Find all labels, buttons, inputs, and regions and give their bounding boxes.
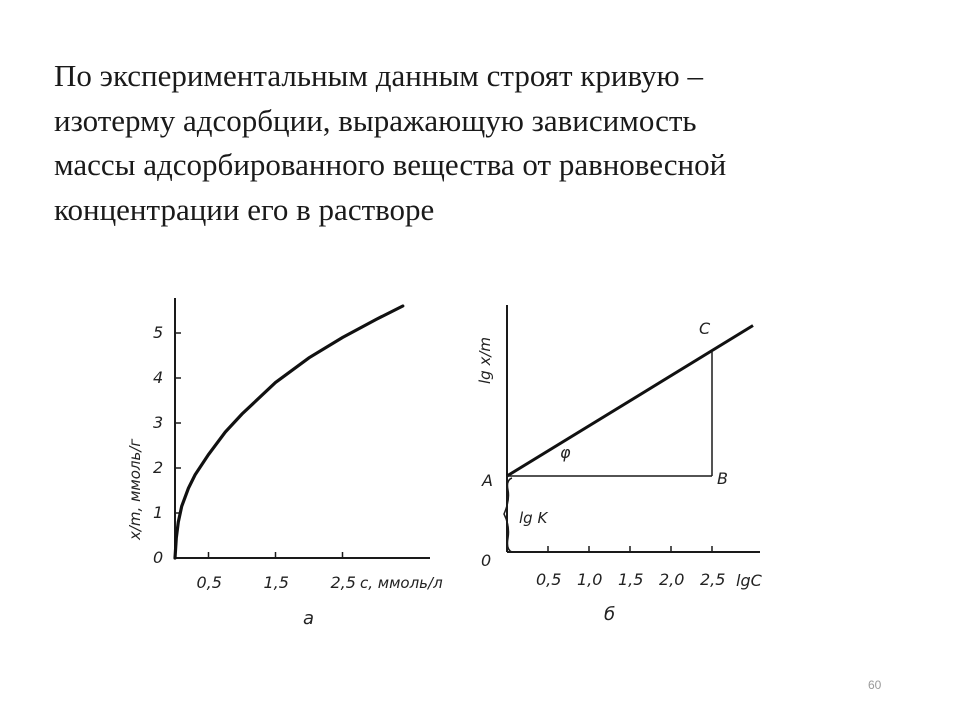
- panel-a-label: а: [303, 608, 315, 629]
- figure: [0, 280, 960, 640]
- panel-b-xtick-label: 2,5: [700, 570, 726, 589]
- angle-phi-label: φ: [560, 443, 571, 462]
- text-line-3: массы адсорбированного вещества от равновесной: [54, 147, 727, 182]
- panel-a-ytick-label: 2: [153, 458, 164, 477]
- point-A-label: A: [482, 471, 493, 490]
- panel-a-ytick-label: 4: [153, 368, 164, 387]
- panel-a-ytick-label: 5: [153, 323, 164, 342]
- panel-b-xlabel: lgC: [736, 571, 762, 590]
- text-line-2: изотерму адсорбции, выражающую зависимость: [54, 102, 697, 138]
- intercept-label: lg K: [519, 509, 548, 527]
- panel-a-xlabel: c, ммоль/л: [360, 574, 443, 592]
- panel-a-ytick-label: 3: [153, 413, 164, 432]
- panel-a-xtick-label: 2,5: [330, 573, 356, 592]
- panel-b-ylabel: lg x/m: [476, 337, 494, 384]
- panel-b-label: б: [604, 604, 616, 625]
- point-B-label: B: [717, 469, 728, 488]
- text-line-1: По экспериментальным данным строят кривую –: [54, 58, 703, 93]
- panel-a-adsorption-isotherm: [126, 298, 443, 629]
- panel-b-xtick-label: 0,5: [536, 570, 562, 589]
- point-C-label: C: [699, 319, 711, 338]
- isotherm-curve: [175, 306, 403, 558]
- slide-number: 60: [868, 678, 882, 692]
- panel-b-xtick-label: 1,0: [577, 570, 603, 589]
- panel-a-ytick-label: 1: [153, 503, 164, 522]
- text-line-4: концентрации его в растворе: [54, 191, 435, 227]
- log-isotherm-line: [507, 326, 753, 476]
- panel-b-origin-label: 0: [481, 551, 492, 570]
- panel-a-ylabel: x/m, ммоль/г: [126, 438, 144, 540]
- panel-a-ytick-label: 0: [153, 548, 164, 567]
- slide-text: [54, 54, 914, 232]
- panel-b-xtick-label: 1,5: [618, 570, 644, 589]
- panel-a-xtick-label: 1,5: [263, 573, 289, 592]
- panel-b-log-plot: [476, 305, 763, 625]
- panel-b-xtick-label: 2,0: [659, 570, 685, 589]
- panel-a-xtick-label: 0,5: [196, 573, 222, 592]
